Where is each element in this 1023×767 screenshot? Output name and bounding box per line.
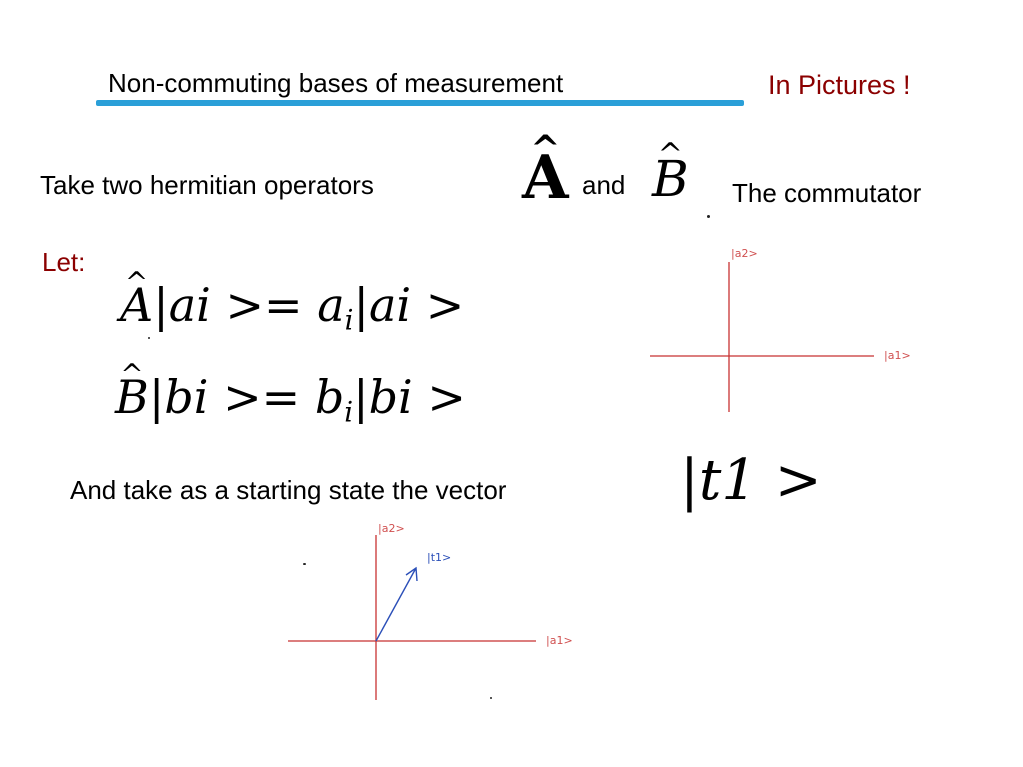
stray-dot xyxy=(148,337,150,339)
eq2-operator: ^ B xyxy=(115,370,149,424)
y-axis-label: |a2> xyxy=(378,522,405,535)
y-axis-label: |a2> xyxy=(731,247,758,260)
slide-subtitle: In Pictures ! xyxy=(768,70,911,100)
stray-dot xyxy=(303,563,306,565)
vector-label: |t1> xyxy=(427,551,452,564)
eq2-lhs-ket: |bi > xyxy=(148,370,262,424)
eq2-equals: = xyxy=(261,370,301,424)
operator-a-hat xyxy=(522,143,569,213)
let-label: Let: xyxy=(42,247,86,277)
eq1-operator: ^ A xyxy=(120,278,153,332)
start-ket-text: |t1 > xyxy=(680,448,822,513)
eq1-rhs-ket: |ai > xyxy=(353,278,465,332)
eigen-equation-a xyxy=(120,278,464,336)
eq2-coef: b xyxy=(314,370,345,424)
and-word: and xyxy=(582,170,626,200)
eq1-equals: = xyxy=(264,278,303,332)
operator-b: ^ B xyxy=(652,150,689,208)
state-vector-diagram xyxy=(280,515,590,710)
eq1-lhs-ket: |ai > xyxy=(153,278,265,332)
x-axis-label: |a1> xyxy=(884,349,911,362)
start-ket xyxy=(680,448,822,513)
x-axis-label: |a1> xyxy=(546,634,573,647)
period-dot xyxy=(707,215,710,218)
commutator-text: The commutator xyxy=(732,178,922,208)
eq1-coef: a xyxy=(317,278,345,332)
start-state-text: And take as a starting state the vector xyxy=(70,475,507,505)
eq2-rhs-ket: |bi > xyxy=(353,370,466,424)
intro-text: Take two hermitian operators xyxy=(40,170,374,200)
eq1-coef-sub: i xyxy=(344,303,354,337)
slide-title: Non-commuting bases of measurement xyxy=(108,68,564,98)
eq2-coef-sub: i xyxy=(344,395,354,429)
eigen-equation-b xyxy=(115,370,466,428)
operator-a: ^ A xyxy=(522,143,569,213)
basis-axes-diagram xyxy=(640,240,930,420)
stray-dot xyxy=(490,697,492,699)
state-vector xyxy=(376,568,416,641)
title-underline xyxy=(96,100,744,106)
operator-b-hat xyxy=(652,150,689,208)
